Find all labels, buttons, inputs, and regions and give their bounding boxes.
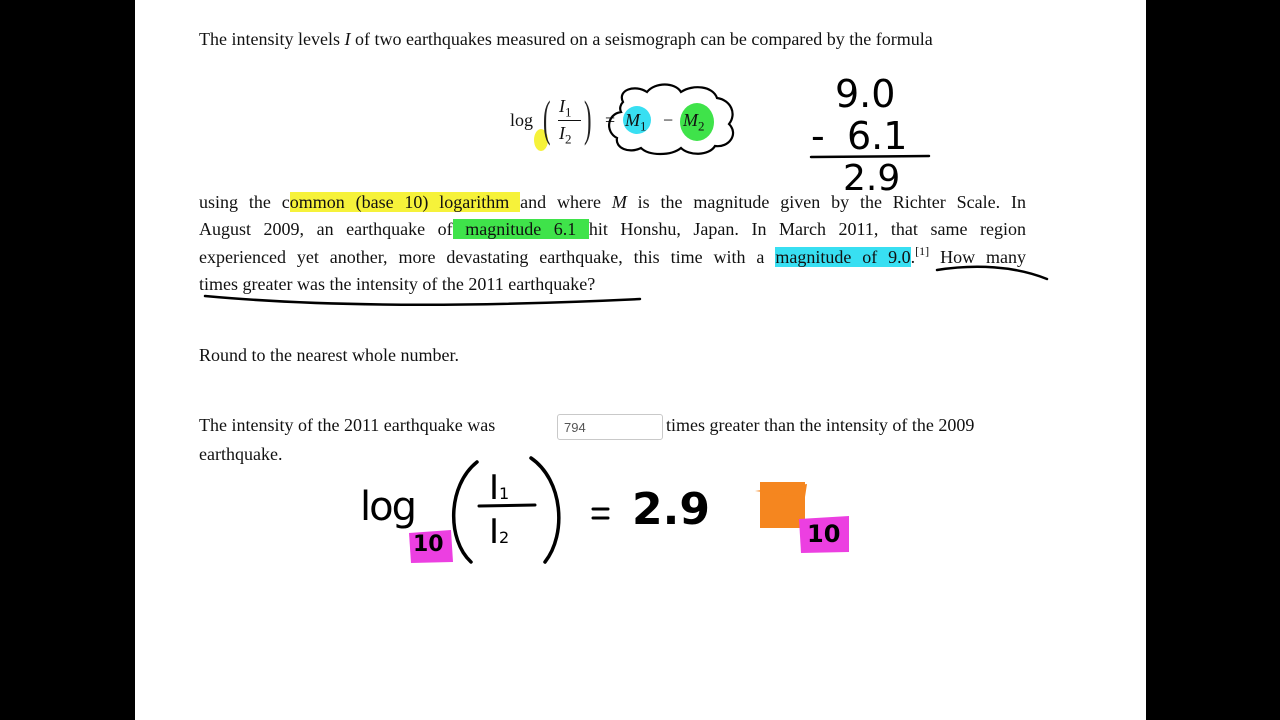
handwritten-numerator: I1	[489, 468, 510, 508]
underline-how-many	[937, 267, 1047, 279]
ink-layer	[135, 0, 1146, 720]
handwritten-value-2-9: 2.9	[632, 484, 710, 535]
underline-question	[205, 296, 640, 305]
cloud-circle-ink	[609, 85, 733, 155]
worksheet-page	[135, 0, 1146, 720]
paragraph-line-1: using the common (base 10) logarithm and where M is the magnitude given by the Richter Scale. In	[199, 192, 1026, 212]
intro-text-before: The intensity levels	[199, 29, 345, 49]
formula-m1: $M_1$	[625, 110, 647, 134]
handwritten-log-base: 10	[413, 532, 444, 557]
ink-right-paren	[531, 458, 559, 562]
handwritten-denominator: I2	[489, 512, 510, 552]
ink-left-paren	[454, 462, 477, 562]
answer-sentence-before: The intensity of the 2011 earthquake was	[199, 415, 496, 435]
paragraph-line-4: times greater was the intensity of the 2011 earthquake?	[199, 274, 596, 294]
paragraph-line-2: August 2009, an earthquake of magnitude 6.1 hit Honshu, Japan. In March 2011, that same region	[199, 219, 1026, 239]
handwritten-log: log	[360, 484, 415, 530]
highlight-common-log: ommon (base 10) logarithm	[289, 192, 521, 212]
reference-link[interactable]: [1]	[915, 244, 930, 258]
formula-m2: $M_2$	[683, 110, 705, 134]
handwritten-9-0: 9.0	[835, 72, 896, 116]
handwritten-side-ten: 10	[807, 520, 841, 548]
formula-log: log	[510, 110, 534, 130]
highlight-magnitude-6-1: magnitude 6.1	[452, 219, 589, 239]
formula-numerator: $I_1$	[559, 96, 572, 120]
handwritten-6-1: 6.1	[847, 114, 908, 158]
round-instruction: Round to the nearest whole number.	[199, 345, 459, 365]
intro-text-after: of two earthquakes measured on a seismograph can be compared by the formula	[350, 29, 933, 49]
ink-equals	[593, 509, 608, 518]
formula-right-paren: )	[584, 90, 592, 146]
handwritten-2-9: 2.9	[843, 158, 901, 199]
formula-denominator: $I_2$	[559, 123, 572, 147]
highlight-magnitude-9-0: magnitude of 9.0	[775, 247, 911, 267]
answer-sentence-line-2: earthquake.	[199, 444, 283, 464]
paragraph-line-3: experienced yet another, more devastating earthquake, this time with a magnitude of 9.0.[1] How many	[199, 244, 1026, 267]
formula-minus: −	[663, 110, 674, 130]
formula-left-paren: (	[543, 90, 551, 146]
variable-i: I	[344, 29, 351, 49]
handwritten-minus: -	[811, 114, 825, 158]
answer-sentence-after: times greater than the intensity of the 2009	[666, 415, 975, 435]
formula-equals: =	[605, 110, 616, 130]
